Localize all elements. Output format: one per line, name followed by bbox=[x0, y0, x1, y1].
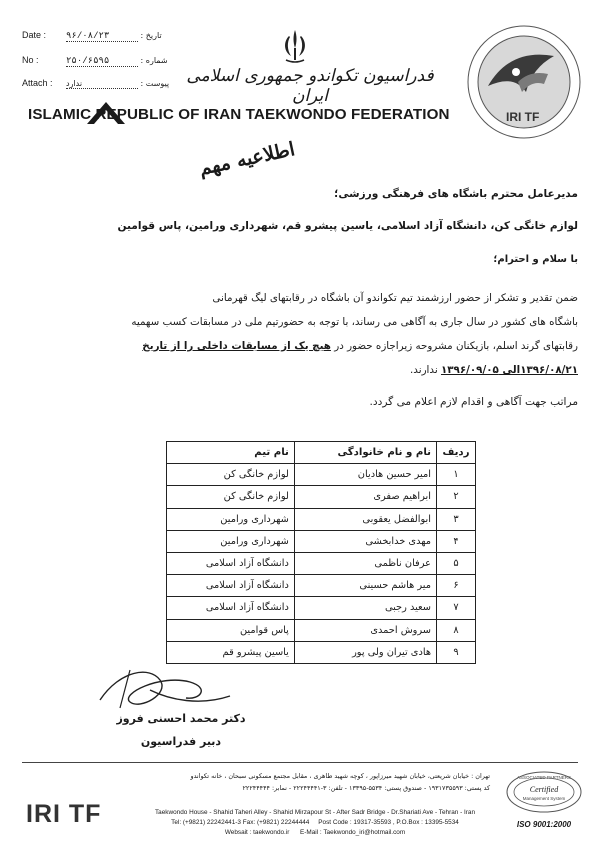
footer-postal-fa-line: کد پستی: ۱۹۳۱۷۳۵۵۹۳ - صندوق پستی: ۵۵۳۴-۱۳۳۹۵ - تلفن: ۳-۲۲۲۴۴۴۴۱ - نمابر: ۲۲۲۴۴۴۴۴ bbox=[242, 784, 490, 792]
number-value: ۲۵۰/۶۵۹۵ bbox=[66, 56, 138, 67]
paragraph-line-1: ضمن تقدیر و تشکر از حضور ارزشمند تیم تکواندو آن باشگاه در رقابتهای لیگ قهرمانی bbox=[212, 292, 578, 304]
player-name: مهدی خدابخشی bbox=[294, 530, 436, 552]
player-name: ابوالفضل یعقوبی bbox=[294, 508, 436, 530]
team-name: پاس قوامین bbox=[167, 619, 295, 641]
player-name: هادی تیران ولی پور bbox=[294, 641, 436, 663]
row-number: ۱ bbox=[437, 464, 476, 486]
player-name: سعید رجبی bbox=[294, 597, 436, 619]
federation-name-en: ISLAMIC REPUBLIC OF IRAN TAEKWONDO FEDERATION bbox=[28, 106, 450, 123]
footer-address-fa bbox=[160, 770, 490, 794]
footer-logo bbox=[26, 800, 132, 830]
players-table bbox=[166, 441, 476, 664]
row-number: ۹ bbox=[437, 641, 476, 663]
footer-address-fa-line: تهران : خیابان شریعتی، خیابان شهید میرزاپور ، کوچه شهید طاهری ، مقابل مجتمع مسکونی سبحان ، خانه تکواندو bbox=[190, 772, 490, 780]
row-number: ۳ bbox=[437, 508, 476, 530]
paragraph-line-4 bbox=[32, 358, 578, 382]
iso-label: ISO 9001:2000 bbox=[516, 820, 572, 829]
header-full-name: نام و نام خانوادگی bbox=[294, 442, 436, 464]
iso-badge-icon bbox=[504, 770, 584, 814]
number-label: No : bbox=[22, 55, 39, 65]
footer-tel: Tel: (+9821) 22242441-3 Fax: (+9821) 22244444 bbox=[171, 819, 310, 826]
footer-email[interactable]: E-Mail : Taekwondo_iri@hotmail.com bbox=[300, 829, 406, 836]
paragraph-line-3-highlight: هیچ یک از مسابقات داخلی را از تاریخ bbox=[142, 340, 331, 352]
paragraph-line-3 bbox=[32, 334, 578, 358]
header-team-name: نام تیم bbox=[167, 442, 295, 464]
table-header-row bbox=[167, 442, 476, 464]
table-row bbox=[167, 552, 476, 574]
iran-emblem-icon bbox=[278, 28, 312, 64]
team-name: دانشگاه آزاد اسلامی bbox=[167, 552, 295, 574]
player-name: عرفان ناظمی bbox=[294, 552, 436, 574]
row-number: ۶ bbox=[437, 575, 476, 597]
date-row bbox=[22, 30, 172, 42]
paragraph-line-3-text: رقابتهای گرند اسلم، بازیکنان مشروحه زیراجازه حضور در bbox=[334, 340, 578, 352]
date-range-highlight: ۱۳۹۶/۰۸/۲۱الی ۱۳۹۶/۰۹/۰۵ bbox=[440, 364, 578, 376]
date-label-fa: : تاریخ bbox=[140, 31, 162, 40]
team-name: یاسین پیشرو قم bbox=[167, 641, 295, 663]
iso-certification bbox=[504, 770, 584, 829]
table-row bbox=[167, 575, 476, 597]
paragraph-line-4-text: ندارند. bbox=[410, 364, 438, 376]
player-name: امیر حسین هادیان bbox=[294, 464, 436, 486]
player-name: میر هاشم حسینی bbox=[294, 575, 436, 597]
table-row bbox=[167, 464, 476, 486]
row-number: ۵ bbox=[437, 552, 476, 574]
footer-post: Post Code : 19317-35593 , P.O.Box : 13395-5534 bbox=[318, 819, 459, 826]
number-label-fa: : شماره bbox=[140, 56, 168, 65]
federation-logo bbox=[460, 22, 588, 142]
signer-title: دبیر فدراسیون bbox=[140, 735, 222, 748]
paragraph-line-2: باشگاه های کشور در سال جاری به آگاهی می رساند، با توجه به حضورتیم ملی در مسابقات کسب سهمیه bbox=[131, 316, 578, 328]
footer-address-en bbox=[140, 808, 490, 838]
footer-contact-line bbox=[140, 818, 490, 828]
attach-value: ندارد bbox=[66, 79, 138, 89]
team-name: شهرداری ورامین bbox=[167, 530, 295, 552]
team-name: شهرداری ورامین bbox=[167, 508, 295, 530]
attach-row bbox=[22, 78, 172, 89]
number-row bbox=[22, 55, 172, 67]
federation-logo-text: IRI TF bbox=[506, 110, 540, 124]
iso-mgmt-text: Management System bbox=[522, 796, 566, 801]
player-name: سروش احمدی bbox=[294, 619, 436, 641]
row-number: ۴ bbox=[437, 530, 476, 552]
footer-divider bbox=[22, 762, 578, 763]
federation-logo-icon bbox=[460, 22, 588, 142]
important-notice-stamp: اطلاعیه مهم bbox=[197, 138, 297, 180]
date-value: ۹۶/۰۸/۲۳ bbox=[66, 31, 138, 42]
row-number: ۷ bbox=[437, 597, 476, 619]
federation-name-fa: فدراسیون تکواندو جمهوری اسلامی ایران bbox=[186, 66, 434, 106]
table-row bbox=[167, 530, 476, 552]
footer-address-en-line: Taekwondo House - Shahid Taheri Alley - Shahid Mirzapour St - After Sadr Bridge - Dr.Shariati Ave - Tehran - Iran bbox=[154, 809, 476, 816]
table-row bbox=[167, 486, 476, 508]
attach-label: Attach : bbox=[22, 78, 53, 88]
team-name: لوازم خانگی کن bbox=[167, 486, 295, 508]
attach-label-fa: : پیوست bbox=[140, 79, 170, 88]
header-row-number: ردیف bbox=[437, 442, 476, 464]
team-name: دانشگاه آزاد اسلامی bbox=[167, 597, 295, 619]
handwritten-signature-icon bbox=[90, 660, 240, 720]
greeting: با سلام و احترام؛ bbox=[493, 254, 578, 265]
iso-certified-text: Certified bbox=[529, 785, 559, 794]
date-label: Date : bbox=[22, 30, 47, 40]
footer-website[interactable]: Websait : taekwondo.ir bbox=[224, 829, 290, 836]
row-number: ۲ bbox=[437, 486, 476, 508]
closing-line: مراتب جهت آگاهی و اقدام لازم اعلام می گردد. bbox=[369, 396, 578, 408]
signer-name: دکتر محمد احسنی فروز bbox=[116, 712, 246, 725]
footer-logo-text: IRI TF bbox=[26, 800, 102, 828]
addressee-line-1: مدیرعامل محترم باشگاه های فرهنگی ورزشی؛ bbox=[334, 188, 578, 200]
table-row bbox=[167, 619, 476, 641]
table-row bbox=[167, 508, 476, 530]
player-name: ابراهیم صفری bbox=[294, 486, 436, 508]
row-number: ۸ bbox=[437, 619, 476, 641]
team-name: دانشگاه آزاد اسلامی bbox=[167, 575, 295, 597]
table-row bbox=[167, 597, 476, 619]
signer-block bbox=[96, 712, 266, 758]
iso-ring-text: ASSOCIATED PARTNERS bbox=[516, 775, 572, 780]
team-name: لوازم خانگی کن bbox=[167, 464, 295, 486]
addressee-line-2: لوازم خانگی کن، دانشگاه آزاد اسلامی، یاسین پیشرو قم، شهرداری ورامین، پاس قوامین bbox=[117, 220, 578, 232]
footer-web-line bbox=[140, 828, 490, 838]
